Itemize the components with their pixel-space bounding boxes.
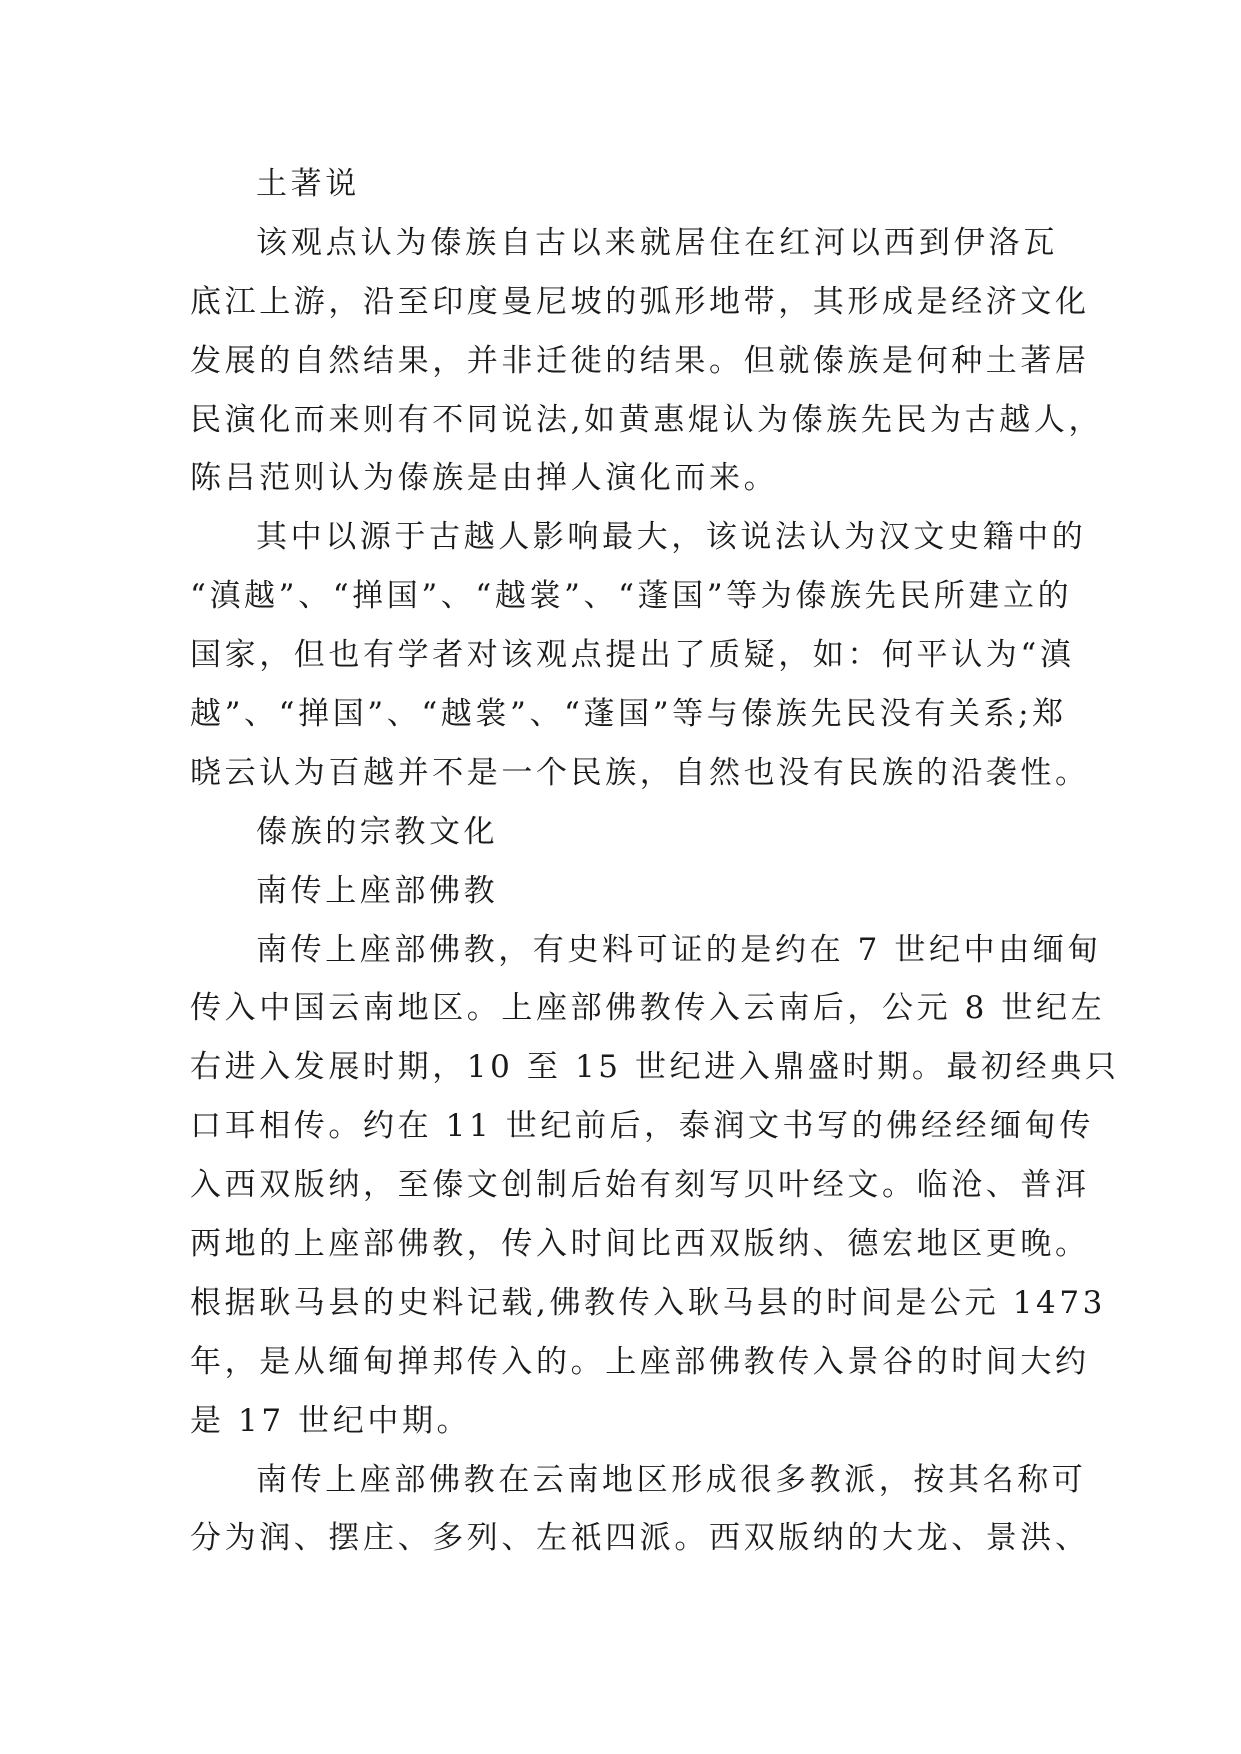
text-line: 陈吕范则认为傣族是由掸人演化而来。 [190, 460, 779, 497]
text-line: 入西双版纳，至傣文创制后始有刻写贝叶经文。临沧、普洱 [190, 1167, 1090, 1204]
text-line: 国家，但也有学者对该观点提出了质疑，如：何平认为“滇 [190, 637, 1075, 674]
text-line: 是 17 世纪中期。 [190, 1402, 472, 1439]
text-line: 其中以源于古越人影响最大，该说法认为汉文史籍中的 [256, 519, 1087, 556]
document-page [190, 155, 1120, 1568]
text-line: 发展的自然结果，并非迁徙的结果。但就傣族是何种土著居 [190, 342, 1090, 379]
section-heading-religion: 傣族的宗教文化 [256, 813, 499, 850]
text-line: 右进入发展时期，10 至 15 世纪进入鼎盛时期。最初经典只 [190, 1049, 1120, 1086]
section-heading-tuzhu: 土著说 [256, 166, 360, 202]
section-heading-theravada: 南传上座部佛教 [256, 872, 499, 909]
text-line: 传入中国云南地区。上座部佛教传入云南后，公元 8 世纪左 [190, 990, 1106, 1027]
text-line: 民演化而来则有不同说法,如黄惠焜认为傣族先民为古越人， [190, 401, 1104, 438]
text-line: 南传上座部佛教，有史料可证的是约在 7 世纪中由缅甸 [256, 931, 1103, 968]
text-line: 底江上游，沿至印度曼尼坡的弧形地带，其形成是经济文化 [190, 283, 1090, 320]
text-line: 该观点认为傣族自古以来就居住在红河以西到伊洛瓦 [256, 224, 1058, 261]
text-line: 口耳相传。约在 11 世纪前后，泰润文书写的佛经经缅甸传 [190, 1108, 1094, 1145]
text-line: 越”、“掸国”、“越裳”、“蓬国”等与傣族先民没有关系;郑 [190, 696, 1067, 733]
text-line: 南传上座部佛教在云南地区形成很多教派，按其名称可 [256, 1461, 1087, 1498]
text-line: “滇越”、“掸国”、“越裳”、“蓬国”等为傣族先民所建立的 [190, 578, 1073, 615]
text-line: 晓云认为百越并不是一个民族，自然也没有民族的沿袭性。 [190, 754, 1090, 791]
text-line: 根据耿马县的史料记载,佛教传入耿马县的时间是公元 1473 [190, 1284, 1106, 1321]
text-line: 分为润、摆庄、多列、左祇四派。西双版纳的大龙、景洪、 [190, 1520, 1090, 1557]
text-line: 年，是从缅甸掸邦传入的。上座部佛教传入景谷的时间大约 [190, 1343, 1090, 1380]
text-line: 两地的上座部佛教，传入时间比西双版纳、德宏地区更晚。 [190, 1226, 1090, 1263]
